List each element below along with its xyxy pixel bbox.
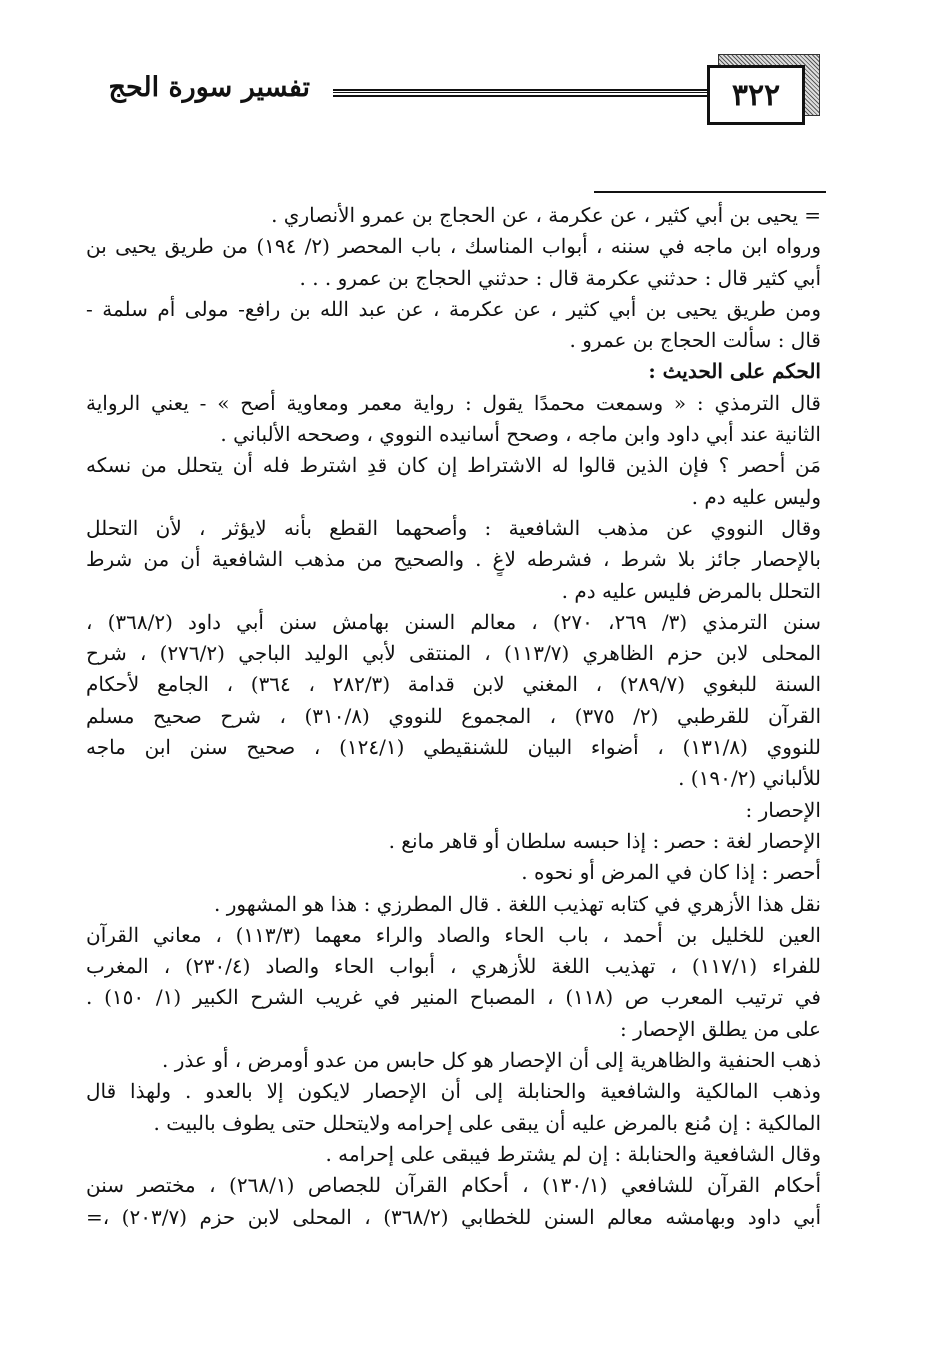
- text-line: أبي داود وبهامشه معالم السنن للخطابي (٣٦٨/٢) ، المحلى لابن حزم (٢٠٣/٧) ،=: [86, 1204, 821, 1229]
- text-line: وليس عليه دم .: [691, 484, 821, 509]
- text-line: التحلل بالمرض فليس عليه دم .: [561, 578, 821, 603]
- text-line: أحكام القرآن للشافعي (١٣٠/١) ، أحكام القرآن للجصاص (٢٦٨/١) ، مختصر سنن: [86, 1173, 821, 1198]
- footnote-separator: [594, 191, 826, 193]
- text-line: الثانية عند أبي داود وابن ماجه ، وصحح أسانيده النووي ، وصححه الألباني .: [220, 422, 821, 447]
- header-rule: [333, 89, 707, 97]
- text-line: قال : سألت الحجاج بن عمرو .: [569, 328, 821, 353]
- text-line: وقال الشافعية والحنابلة : إن لم يشترط فيبقى على إحرامه .: [325, 1141, 821, 1166]
- page-header: [0, 0, 949, 150]
- text-line: وذهب المالكية والشافعية والحنابلة إلى أن الإحصار لايكون إلا بالعدو . ولهذا قال: [86, 1079, 821, 1104]
- page-number: ٣٢٢: [707, 65, 805, 125]
- running-title: تفسير سورة الحج: [108, 72, 310, 103]
- text-line: أحصر : إذا كان في المرض أو نحوه .: [521, 860, 821, 885]
- text-line: على من يطلق الإحصار :: [619, 1016, 821, 1041]
- text-line: المالكية : إن مُنع بالمرض عليه أن يبقى على إحرامه ولايتحلل حتى يطوف بالبيت .: [153, 1110, 821, 1135]
- text-line: المحلى لابن حزم الظاهري (١١٣/٧) ، المنتقى لأبي الوليد الباجي (٢٧٦/٢) ، شرح: [86, 641, 821, 666]
- text-line: الإحصار لغة : حصر : إذا حبسه سلطان أو قاهر مانع .: [388, 828, 821, 853]
- text-line: ومن طريق يحيى بن أبي كثير ، عن عكرمة ، عن عبد الله بن رافع- مولى أم سلمة -: [86, 296, 821, 321]
- text-line: بالإحصار جائز بلا شرط ، فشرطه لاغٍ . والصحيح من مذهب الشافعية أن من شرط: [86, 547, 821, 572]
- section-heading: الحكم على الحديث :: [648, 359, 821, 384]
- text-line: أبي كثير قال : حدثني عكرمة قال : حدثني الحجاج بن عمرو . . .: [299, 265, 821, 290]
- text-line: سنن الترمذي (٣/ ٢٦٩، ٢٧٠) ، معالم السنن بهامش سنن أبي داود (٣٦٨/٢) ،: [86, 609, 821, 634]
- text-line: للفراء (١١٧/١) ، تهذيب اللغة للأزهري ، أبواب الحاء والصاد (٢٣٠/٤) ، المغرب: [86, 954, 821, 979]
- text-line: نقل هذا الأزهري في كتابه تهذيب اللغة . قال المطرزي : هذا هو المشهور .: [214, 891, 821, 916]
- text-line: = يحيى بن أبي كثير ، عن عكرمة ، عن الحجاج بن عمرو الأنصاري .: [271, 203, 821, 227]
- text-line: للألباني (١٩٠/٢) .: [678, 766, 821, 791]
- text-line: القرآن للقرطبي (٢/ ٣٧٥) ، المجموع للنووي (٣١٠/٨) ، شرح صحيح مسلم: [86, 703, 821, 728]
- text-line: مَن أحصر ؟ فإن الذين قالوا له الاشتراط إن كان قدِ اشترط فله أن يتحلل من نسكه: [86, 453, 821, 478]
- text-line: في ترتيب المعرب ص (١١٨) ، المصباح المنير في غريب الشرح الكبير (١/ ١٥٠) .: [86, 985, 821, 1010]
- text-line: ذهب الحنفية والظاهرية إلى أن الإحصار هو كل حابس من عدو أومرض ، أو عذر .: [162, 1048, 821, 1073]
- text-line: العين للخليل بن أحمد ، باب الحاء والصاد والراء معهما (١١٣/٣) ، معاني القرآن: [86, 922, 821, 947]
- text-line: السنة للبغوي (٢٨٩/٧) ، المغني لابن قدامة (٢٨٢/٣ ، ٣٦٤) ، الجامع لأحكام: [86, 672, 821, 697]
- text-line: للنووي (١٣١/٨) ، أضواء البيان للشنقيطي (١٢٤/١) ، صحيح سنن ابن ماجه: [86, 735, 821, 760]
- footnote-body: [86, 200, 821, 1233]
- text-line: ورواه ابن ماجه في سننه ، أبواب المناسك ، باب المحصر (٢/ ١٩٤) من طريق يحيى بن: [86, 234, 821, 259]
- text-line: وقال النووي عن مذهب الشافعية : وأصحهما القطع بأنه لايؤثر ، لأن التحلل: [86, 515, 821, 540]
- text-line: قال الترمذي : « وسمعت محمدًا يقول : رواية معمر ومعاوية أصح » - يعني الرواية: [86, 390, 821, 415]
- text-line: الإحصار :: [745, 797, 821, 822]
